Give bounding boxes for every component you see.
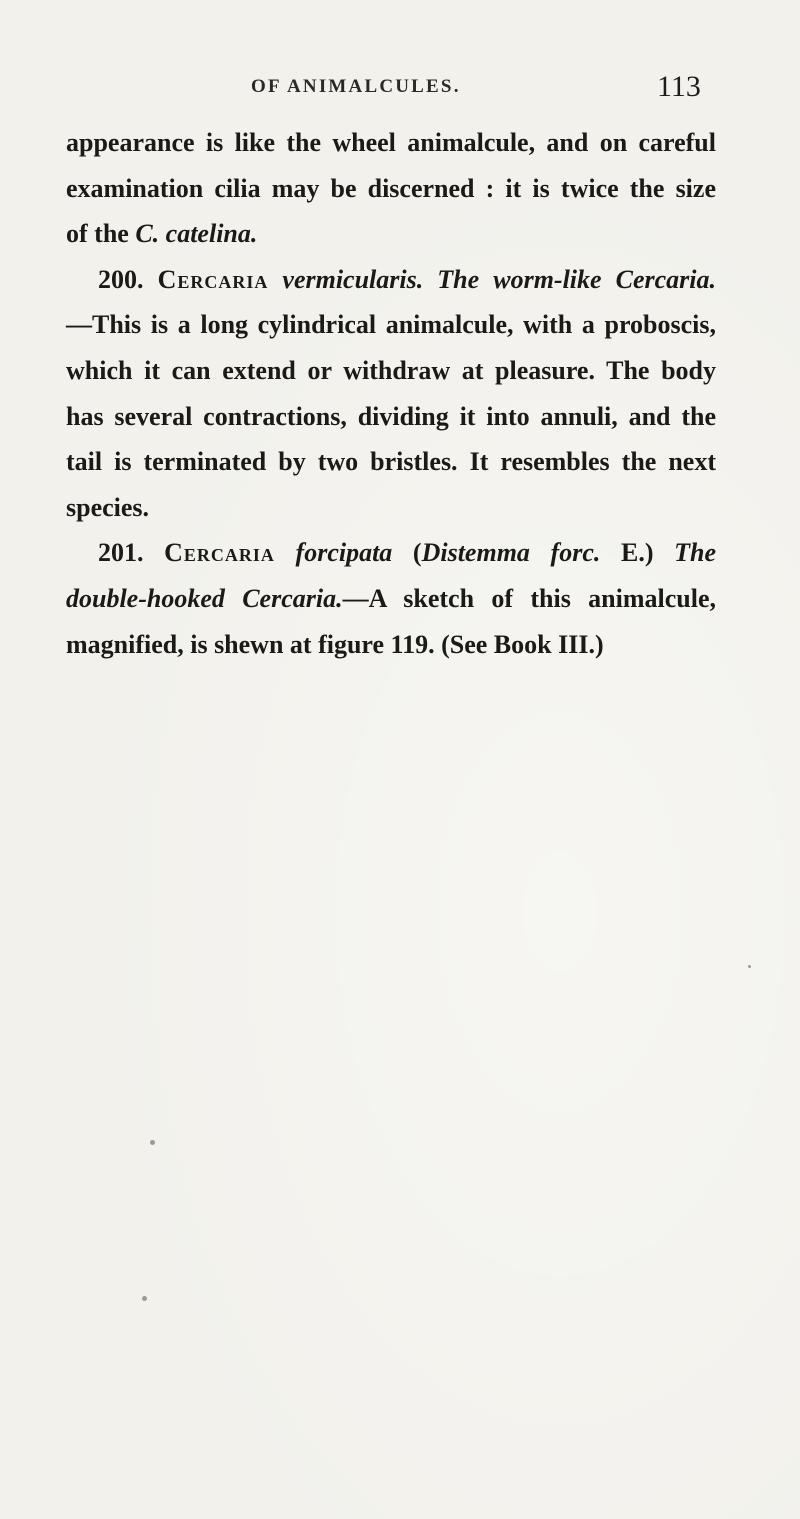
running-title: OF ANIMALCULES.	[251, 76, 461, 97]
paper-speck	[748, 965, 751, 968]
common-name: double-hooked Cercaria.	[66, 583, 343, 613]
paper-speck	[142, 1296, 147, 1301]
paper-speck	[150, 1140, 155, 1145]
paragraph-entry-201	[66, 530, 716, 667]
text-line: —This is a long cylindrical animalcule, with a proboscis,	[66, 310, 716, 340]
text-line: examination cilia may be discerned : it is twice the size	[66, 173, 716, 203]
text-line: magnified, is shewn at figure 119. (See Book III.)	[66, 629, 604, 659]
text-run: —A sketch of this animalcule,	[342, 583, 716, 613]
entry-number: 200.	[98, 264, 158, 294]
running-head	[0, 70, 800, 106]
body-text	[66, 120, 716, 667]
text-line	[66, 576, 716, 622]
genus-name: Cercaria	[157, 264, 269, 294]
species-name: vermicularis.	[268, 264, 424, 294]
text-run: of the	[66, 219, 136, 249]
paragraph-continuation	[66, 120, 716, 257]
species-name: forcipata	[274, 538, 393, 568]
entry-number: 201.	[98, 538, 165, 568]
common-name: The worm-like Cercaria.	[423, 264, 717, 294]
text-line	[66, 211, 716, 257]
common-name: The	[674, 538, 716, 568]
text-line: tail is terminated by two bristles. It resembles the next	[66, 447, 716, 477]
genus-name: Cercaria	[164, 538, 275, 568]
paragraph-entry-200	[66, 257, 716, 531]
synonym-name: Distemma forc.	[421, 538, 601, 568]
text-line: appearance is like the wheel animalcule, and on careful	[66, 128, 716, 157]
entry-heading	[66, 530, 716, 576]
species-name: C. catelina.	[135, 219, 258, 249]
text-run: (	[392, 538, 422, 568]
text-line: which it can extend or withdraw at pleasure. The body	[66, 355, 716, 385]
text-line: species.	[66, 492, 150, 522]
page-number: 113	[657, 70, 701, 103]
text-run: E.)	[600, 538, 675, 568]
entry-heading	[66, 257, 716, 303]
text-line: has several contractions, dividing it into annuli, and the	[66, 401, 716, 431]
